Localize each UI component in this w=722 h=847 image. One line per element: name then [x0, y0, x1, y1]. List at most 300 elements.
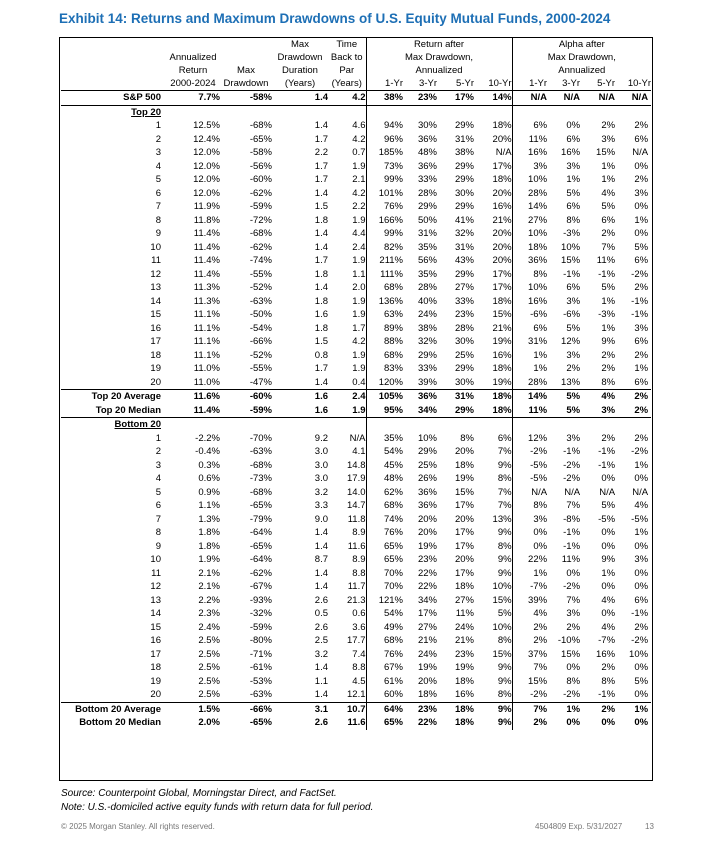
table-cell: 39% [512, 594, 547, 608]
table-cell: 3% [566, 295, 581, 307]
table-cell: 54% [366, 445, 403, 459]
table-cell: 3.0 [314, 473, 328, 485]
table-cell: -2% [631, 446, 649, 458]
table-cell: 15% [492, 594, 512, 606]
table-cell: 2% [566, 621, 581, 633]
table-cell: -65% [249, 540, 272, 552]
table-cell: 26% [417, 473, 437, 485]
table-cell: 0% [634, 717, 649, 729]
table-cell: 1.4 [314, 376, 328, 388]
table-cell: 2.1% [198, 567, 220, 579]
table-cell: -68% [249, 486, 272, 498]
table-cell: 5% [601, 500, 616, 512]
row-label: 12 [150, 581, 161, 593]
table-cell: 8.7 [314, 554, 328, 566]
table-cell: 3% [566, 160, 581, 172]
table-cell: 0% [601, 581, 616, 593]
table-cell: 11.3% [193, 282, 220, 294]
table-cell: 8% [497, 689, 512, 701]
table-cell: 17% [417, 608, 437, 620]
table-cell: 7.4 [352, 648, 366, 660]
table-cell: 120% [366, 376, 403, 390]
row-label: 10 [150, 241, 161, 253]
hdr-return-3: 2000-2024 [166, 77, 220, 91]
row-label: 19 [150, 675, 161, 687]
table-cell: 68% [366, 634, 403, 648]
table-cell: 1.4 [314, 662, 328, 674]
table-cell: 22% [512, 553, 547, 567]
table-row [61, 173, 651, 187]
table-cell: 64% [366, 702, 403, 716]
table-cell: N/A [564, 486, 581, 498]
table-cell: 101% [366, 187, 403, 201]
table-cell: 17% [437, 91, 474, 106]
table-cell: 29% [454, 201, 474, 213]
table-cell: 3% [566, 349, 581, 361]
table-cell: 9% [497, 527, 512, 539]
table-cell: -2% [563, 459, 581, 471]
table-cell: 11.1% [193, 336, 220, 348]
table-cell: 8% [566, 214, 581, 226]
table-cell: 12.1 [347, 689, 366, 701]
table-cell: 10.7 [328, 702, 366, 716]
table-cell: 5% [634, 241, 649, 253]
table-cell: 12.4% [193, 133, 220, 145]
table-cell: 1% [601, 160, 616, 172]
table-cell: 1.9 [352, 349, 366, 361]
table-cell: 22% [417, 717, 437, 729]
table-cell: 14% [512, 390, 547, 404]
table-cell: 30% [454, 336, 474, 348]
table-cell: 25% [454, 349, 474, 361]
row-label: 4 [155, 473, 161, 485]
table-cell: 17% [454, 527, 474, 539]
table-cell: 1% [601, 174, 616, 186]
table-cell: 4% [580, 390, 615, 404]
table-cell: 1.4 [314, 187, 328, 199]
table-row [61, 445, 651, 459]
table-cell: 89% [366, 322, 403, 336]
table-cell: -63% [249, 446, 272, 458]
row-label: 9 [155, 228, 161, 240]
table-cell: 6% [634, 255, 649, 267]
table-cell: 1.9 [352, 363, 366, 375]
table-cell: 0% [634, 201, 649, 213]
table-cell: 6% [634, 336, 649, 348]
table-cell: 76% [366, 526, 403, 540]
row-label: 1 [155, 432, 161, 444]
table-row [61, 376, 651, 390]
table-cell: 7% [497, 446, 512, 458]
table-cell: 29% [454, 160, 474, 172]
table-cell: -53% [249, 675, 272, 687]
table-cell: 0.9% [198, 486, 220, 498]
table-cell: 16% [512, 146, 547, 160]
table-cell: 7% [497, 500, 512, 512]
table-cell: 2.5 [314, 635, 328, 647]
bottom20-median-row [61, 716, 651, 730]
table-cell: 11% [512, 133, 547, 147]
table-cell: 11.8% [193, 214, 220, 226]
table-cell: 1% [547, 702, 580, 716]
table-cell: -32% [249, 608, 272, 620]
table-cell: 65% [366, 716, 403, 730]
table-cell: 21% [417, 635, 437, 647]
table-cell: 99% [366, 227, 403, 241]
table-cell: -64% [249, 554, 272, 566]
table-cell: 1.1% [198, 500, 220, 512]
table-cell: 2% [601, 349, 616, 361]
table-row [61, 567, 651, 581]
table-cell: 20% [454, 513, 474, 525]
table-cell: N/A [632, 147, 649, 159]
table-cell: 16% [512, 295, 547, 309]
table-row [61, 675, 651, 689]
table-cell: -55% [249, 268, 272, 280]
table-cell: 0% [566, 567, 581, 579]
table-cell: 32% [454, 228, 474, 240]
table-cell: -72% [249, 214, 272, 226]
table-cell: 5% [497, 608, 512, 620]
table-row [61, 472, 651, 486]
table-cell: -2% [512, 445, 547, 459]
table-cell: 11.4% [193, 241, 220, 253]
table-cell: 0% [634, 473, 649, 485]
group-label: Top 20 [131, 106, 161, 118]
table-cell: 8.9 [352, 527, 366, 539]
table-cell: -68% [249, 120, 272, 132]
table-cell: 23% [417, 554, 437, 566]
table-cell: 2% [615, 404, 651, 418]
table-cell: -1% [563, 446, 581, 458]
table-cell: 1.8 [314, 295, 328, 307]
table-cell: 54% [366, 607, 403, 621]
table-cell: -5% [512, 472, 547, 486]
table-cell: 1.7 [314, 255, 328, 267]
table-cell: 18% [454, 675, 474, 687]
table-cell: 8% [601, 675, 616, 687]
table-cell: 11.4% [193, 228, 220, 240]
table-cell: N/A [512, 486, 547, 500]
table-row [61, 227, 651, 241]
table-cell: 30% [417, 120, 437, 132]
table-cell: 0% [601, 540, 616, 552]
row-label: 1 [155, 120, 161, 132]
table-row [61, 160, 651, 174]
table-cell: -2% [512, 688, 547, 702]
table-cell: 2% [634, 174, 649, 186]
table-cell: 1.3% [198, 513, 220, 525]
table-row [61, 513, 651, 527]
table-cell: -74% [249, 255, 272, 267]
drawdown-table [61, 38, 651, 730]
table-cell: 2.0% [198, 717, 220, 729]
table-cell: 20% [492, 187, 512, 199]
table-cell: -3% [563, 228, 581, 240]
table-cell: 18% [454, 717, 474, 729]
table-cell: 6% [634, 376, 649, 388]
table-cell: 1.9 [352, 309, 366, 321]
document-code: 4504809 Exp. 5/31/2027 [535, 822, 623, 831]
table-cell: 31% [437, 390, 474, 404]
table-cell: 3.0 [314, 446, 328, 458]
table-cell: 11% [596, 255, 616, 267]
table-row [61, 526, 651, 540]
table-cell: 49% [366, 621, 403, 635]
hdr-return-2: Return [178, 65, 208, 76]
table-cell: -1% [598, 459, 616, 471]
table-cell: -62% [249, 187, 272, 199]
table-cell: 15% [561, 255, 581, 267]
table-cell: 0.7 [352, 147, 366, 159]
table-cell: 6% [566, 201, 581, 213]
table-cell: 8.8 [352, 567, 366, 579]
table-cell: 18% [474, 404, 512, 418]
table-cell: 33% [454, 295, 474, 307]
table-cell: -60% [220, 390, 272, 404]
table-cell: 10% [417, 432, 437, 444]
hdr-return-1: Annualized [169, 52, 217, 63]
table-cell: 11.9% [193, 201, 220, 213]
group-label: Bottom 20 [114, 419, 161, 431]
table-cell: 16% [492, 349, 512, 361]
table-cell: 2% [615, 390, 651, 404]
table-cell: -47% [249, 376, 272, 388]
table-cell: 16% [454, 689, 474, 701]
row-label: 13 [150, 282, 161, 294]
table-cell: 10% [492, 621, 512, 633]
table-cell: 96% [366, 133, 403, 147]
row-label: S&P 500 [61, 91, 166, 106]
table-cell: 5% [547, 390, 580, 404]
hdr-period: 5-Yr [580, 77, 615, 91]
table-cell: 2% [634, 282, 649, 294]
row-label: 10 [150, 554, 161, 566]
table-cell: 1.4 [314, 567, 328, 579]
table-cell: 3.3 [314, 500, 328, 512]
table-cell: 32% [417, 336, 437, 348]
table-cell: 1.6 [314, 309, 328, 321]
table-cell: 0% [601, 527, 616, 539]
table-cell: 14.7 [347, 500, 366, 512]
table-cell: -63% [249, 295, 272, 307]
table-cell: 1.5% [166, 702, 220, 716]
table-cell: 0% [634, 581, 649, 593]
table-cell: 35% [417, 241, 437, 253]
table-cell: 4.2 [352, 133, 366, 145]
table-cell: 8.8 [352, 662, 366, 674]
table-row [61, 621, 651, 635]
table-cell: 10% [512, 227, 547, 241]
table-cell: 36% [417, 133, 437, 145]
table-cell: -59% [220, 404, 272, 418]
table-row [61, 362, 651, 376]
table-cell: 3% [512, 513, 547, 527]
table-cell: 3.2 [314, 486, 328, 498]
table-cell: 1% [601, 567, 616, 579]
row-label: Bottom 20 Average [61, 702, 166, 716]
hdr-alpha-after: Alpha after [512, 38, 651, 51]
table-cell: 19% [417, 662, 437, 674]
table-cell: 29% [454, 363, 474, 375]
table-cell: 4.2 [352, 187, 366, 199]
table-cell: 31% [454, 241, 474, 253]
table-cell: 1.7 [314, 160, 328, 172]
table-cell: -93% [249, 594, 272, 606]
hdr-period: 3-Yr [547, 77, 580, 91]
table-cell: 68% [366, 499, 403, 513]
table-cell: N/A [580, 91, 615, 106]
table-cell: 14.0 [347, 486, 366, 498]
row-label: 5 [155, 486, 161, 498]
table-cell: 5% [566, 187, 581, 199]
table-cell: 50% [417, 214, 437, 226]
table-cell: 1.9 [352, 160, 366, 172]
table-cell: 17% [492, 268, 512, 280]
table-cell: 0% [634, 689, 649, 701]
table-cell: -1% [563, 268, 581, 280]
table-cell: N/A [615, 91, 651, 106]
table-cell: 9% [497, 567, 512, 579]
table-cell: 28% [417, 187, 437, 199]
table-cell: 18% [492, 295, 512, 307]
table-cell: 1.5 [314, 201, 328, 213]
table-cell: 1.8 [314, 214, 328, 226]
table-cell: 88% [366, 335, 403, 349]
table-cell: 11.7 [347, 581, 366, 593]
hdr-duration-4: (Years) [272, 77, 328, 91]
table-cell: 1.7 [314, 363, 328, 375]
table-cell: 16% [492, 201, 512, 213]
table-cell: 1.8 [314, 322, 328, 334]
table-row [61, 499, 651, 513]
table-cell: 22% [417, 581, 437, 593]
table-cell: 34% [403, 404, 437, 418]
table-cell: 7% [601, 241, 616, 253]
table-cell: 3% [634, 322, 649, 334]
table-cell: 31% [454, 133, 474, 145]
table-cell: 2.5% [198, 675, 220, 687]
table-cell: 20% [492, 241, 512, 253]
row-label: 15 [150, 621, 161, 633]
table-cell: 6% [566, 133, 581, 145]
table-cell: 19% [454, 473, 474, 485]
table-cell: 2.6 [314, 717, 328, 729]
table-cell: 21% [492, 322, 512, 334]
table-row [61, 594, 651, 608]
row-label: 19 [150, 363, 161, 375]
table-cell: 3% [634, 554, 649, 566]
row-label: 12 [150, 268, 161, 280]
table-cell: -52% [249, 282, 272, 294]
table-cell: 2.5% [198, 648, 220, 660]
table-cell: 28% [454, 322, 474, 334]
table-cell: 11% [561, 554, 581, 566]
table-cell: 17% [454, 540, 474, 552]
row-label: Bottom 20 Median [79, 717, 161, 729]
table-row [61, 486, 651, 500]
table-cell: 1% [601, 322, 616, 334]
row-label: 2 [155, 133, 161, 145]
table-cell: 1% [634, 214, 649, 226]
table-cell: -70% [249, 432, 272, 444]
table-cell: 82% [366, 241, 403, 255]
table-cell: 1.4 [314, 527, 328, 539]
table-cell: -60% [249, 174, 272, 186]
table-cell: 18% [437, 702, 474, 716]
hdr-maxdd-2: Drawdown [220, 77, 272, 91]
exhibit-title: Exhibit 14: Returns and Maximum Drawdowns of U.S. Equity Mutual Funds, 2000-2024 [59, 11, 611, 26]
table-cell: 5% [601, 201, 616, 213]
table-cell: -1% [631, 295, 649, 307]
table-cell: 62% [366, 486, 403, 500]
table-cell: 70% [366, 567, 403, 581]
table-cell: 0% [634, 228, 649, 240]
table-cell: 23% [454, 309, 474, 321]
hdr-period: 1-Yr [366, 77, 403, 91]
table-cell: 95% [366, 404, 403, 418]
table-cell: 166% [366, 214, 403, 228]
table-cell: 2.1% [198, 581, 220, 593]
table-cell: 17% [454, 500, 474, 512]
table-cell: 1% [512, 362, 547, 376]
table-cell: 12% [512, 432, 547, 446]
table-cell: 2.4 [352, 241, 366, 253]
table-row [61, 648, 651, 662]
row-label: 17 [150, 648, 161, 660]
table-cell: 4.2 [352, 336, 366, 348]
hdr-timeback-4: (Years) [328, 77, 366, 91]
table-row [61, 268, 651, 282]
table-cell: 99% [366, 173, 403, 187]
table-cell: -62% [249, 567, 272, 579]
table-cell: 17% [492, 160, 512, 172]
table-cell: 21.3 [347, 594, 366, 606]
table-cell: 63% [366, 308, 403, 322]
table-cell: 2% [601, 432, 616, 444]
table-cell: 8% [497, 473, 512, 485]
table-cell: 33% [417, 363, 437, 375]
table-row [61, 119, 651, 133]
table-cell: 23% [403, 702, 437, 716]
table-cell: 2.4% [198, 621, 220, 633]
hdr-timeback-2: Back to [330, 52, 363, 63]
table-cell: 76% [366, 648, 403, 662]
table-row [61, 540, 651, 554]
table-cell: 22% [417, 567, 437, 579]
table-cell: 1% [634, 459, 649, 471]
table-cell: -1% [598, 268, 616, 280]
table-cell: 25% [417, 459, 437, 471]
table-cell: 1.5 [314, 336, 328, 348]
table-cell: 11.0% [193, 376, 220, 388]
table-cell: 7% [566, 594, 581, 606]
table-body [61, 91, 651, 730]
table-cell: 4% [634, 500, 649, 512]
hdr-timeback-1: Time [336, 39, 358, 50]
table-cell: 111% [366, 268, 403, 282]
table-cell: 11.1% [193, 309, 220, 321]
row-label: 11 [151, 567, 161, 579]
table-cell: 1.4 [314, 282, 328, 294]
table-cell: 2% [580, 702, 615, 716]
table-cell: 4.1 [352, 446, 366, 458]
table-cell: -65% [249, 133, 272, 145]
table-cell: N/A [632, 486, 649, 498]
table-cell: 94% [366, 119, 403, 133]
table-cell: 7% [566, 500, 581, 512]
table-cell: -59% [249, 201, 272, 213]
